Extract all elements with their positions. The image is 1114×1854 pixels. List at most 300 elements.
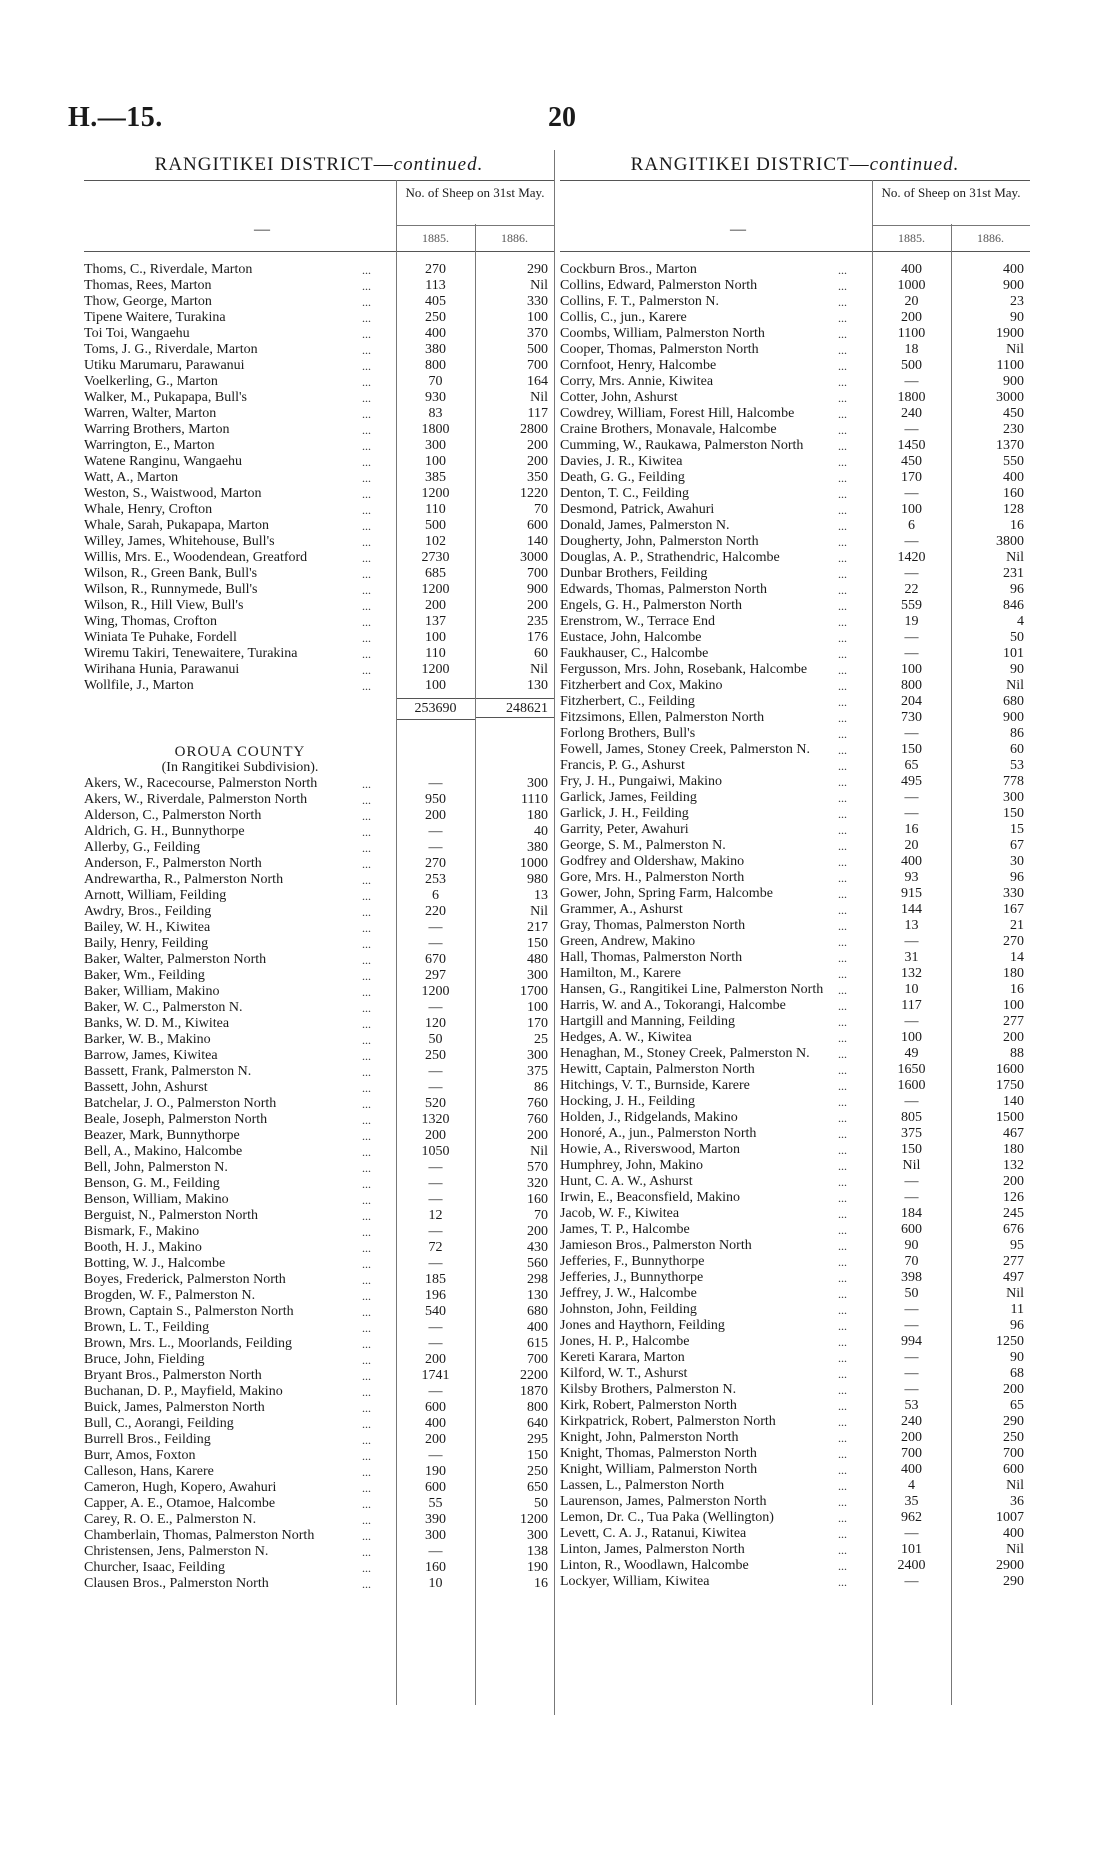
- leader-dots: ...: [838, 1079, 847, 1093]
- sheep-1886: 1220: [520, 486, 548, 501]
- sheep-1886: 68: [1010, 1366, 1024, 1381]
- sheep-1885: —: [428, 1320, 443, 1335]
- sheep-1886: 680: [527, 1304, 548, 1319]
- sheep-1885: —: [904, 374, 919, 389]
- owner-name: Baker, Wm., Feilding: [84, 968, 205, 983]
- sheep-1885: 495: [901, 774, 922, 789]
- sheep-1885: —: [904, 726, 919, 741]
- table-row: [84, 294, 554, 310]
- sheep-1886: 760: [527, 1112, 548, 1127]
- leader-dots: ...: [838, 663, 847, 677]
- leader-dots: ...: [838, 807, 847, 821]
- table-row: [84, 1416, 554, 1432]
- table-row: [560, 566, 1030, 582]
- table-row: [560, 1190, 1030, 1206]
- leader-dots: ...: [838, 1271, 847, 1285]
- sheep-1885: 400: [425, 1416, 446, 1431]
- sheep-1885: —: [428, 1448, 443, 1463]
- owner-name: Clausen Bros., Palmerston North: [84, 1576, 269, 1591]
- table-row: [560, 982, 1030, 998]
- owner-name: Tipene Waitere, Turakina: [84, 310, 226, 325]
- leader-dots: ...: [362, 583, 371, 597]
- sheep-1885: 450: [901, 454, 922, 469]
- sheep-1886: 290: [1003, 1414, 1024, 1429]
- sheep-1886: 900: [527, 582, 548, 597]
- leader-dots: ...: [362, 1449, 371, 1463]
- sheep-1885: 90: [904, 1238, 919, 1253]
- table-row: [560, 870, 1030, 886]
- leader-dots: ...: [362, 1417, 371, 1431]
- leader-dots: ...: [838, 279, 847, 293]
- sheep-1885: 110: [425, 646, 446, 661]
- sheep-1886: Nil: [530, 662, 548, 677]
- leader-dots: ...: [838, 903, 847, 917]
- table-row: [560, 1350, 1030, 1366]
- sheep-1886: 300: [1003, 790, 1024, 805]
- owner-name: Bryant Bros., Palmerston North: [84, 1368, 262, 1383]
- leader-dots: ...: [362, 1001, 371, 1015]
- sheep-1886: 53: [1010, 758, 1024, 773]
- table-row: [84, 872, 554, 888]
- sheep-1886: 500: [527, 342, 548, 357]
- owner-name: Baily, Henry, Feilding: [84, 936, 209, 951]
- leader-dots: ...: [362, 1145, 371, 1159]
- table-row: [84, 1400, 554, 1416]
- sheep-1886: 167: [1003, 902, 1024, 917]
- sheep-1885: 500: [901, 358, 922, 373]
- sheep-1885: 100: [901, 1030, 922, 1045]
- sheep-1886: 1200: [520, 1512, 548, 1527]
- sheep-1885: 200: [425, 598, 446, 613]
- sheep-1886: 50: [534, 1496, 548, 1511]
- table-row: [560, 630, 1030, 646]
- leader-dots: ...: [362, 503, 371, 517]
- sheep-1886: 90: [1010, 1350, 1024, 1365]
- sheep-1885: —: [428, 824, 443, 839]
- leader-dots: ...: [838, 919, 847, 933]
- table-row: [560, 1078, 1030, 1094]
- leader-dots: ...: [838, 423, 847, 437]
- leader-dots: ...: [362, 535, 371, 549]
- table-row: [84, 438, 554, 454]
- table-row: [560, 1158, 1030, 1174]
- sheep-1885: 685: [425, 566, 446, 581]
- sheep-1886: 2200: [520, 1368, 548, 1383]
- sheep-1885: 150: [901, 742, 922, 757]
- sheep-1885: 137: [425, 614, 446, 629]
- sheep-1885: Nil: [902, 1158, 921, 1173]
- table-row: [560, 1414, 1030, 1430]
- table-row: [560, 806, 1030, 822]
- sheep-1885: —: [428, 1064, 443, 1079]
- table-row: [84, 342, 554, 358]
- sheep-1885: 204: [901, 694, 922, 709]
- owner-name: Faukhauser, C., Halcombe: [560, 646, 709, 661]
- sheep-count-header: No. of Sheep on 31st May.: [405, 185, 545, 200]
- owner-name: Thow, George, Marton: [84, 294, 212, 309]
- table-row: [560, 662, 1030, 678]
- table-row: [560, 694, 1030, 710]
- table-row: [560, 326, 1030, 342]
- sheep-1886: 700: [527, 1352, 548, 1367]
- sheep-1886: 65: [1010, 1398, 1024, 1413]
- owner-name: Knight, William, Palmerston North: [560, 1462, 758, 1477]
- sheep-1886: 96: [1010, 582, 1024, 597]
- leader-dots: ...: [362, 455, 371, 469]
- leader-dots: ...: [838, 791, 847, 805]
- leader-dots: ...: [838, 1239, 847, 1253]
- leader-dots: ...: [362, 679, 371, 693]
- table-row: [560, 1222, 1030, 1238]
- owner-name: Fitzherbert, C., Feilding: [560, 694, 695, 709]
- left-column-title: RANGITIKEI DISTRICT—continued.: [154, 154, 484, 175]
- leader-dots: ...: [362, 1353, 371, 1367]
- sheep-1886: 1900: [996, 326, 1024, 341]
- owner-name: Anderson, F., Palmerston North: [84, 856, 262, 871]
- sheep-1885: 994: [901, 1334, 922, 1349]
- leader-dots: ...: [362, 1529, 371, 1543]
- sheep-1885: —: [904, 790, 919, 805]
- leader-dots: ...: [362, 1065, 371, 1079]
- sheep-1885: 16: [904, 822, 919, 837]
- owner-name: Awdry, Bros., Feilding: [84, 904, 212, 919]
- leader-dots: ...: [838, 1511, 847, 1525]
- sheep-1886: 300: [527, 776, 548, 791]
- table-row: [560, 374, 1030, 390]
- sheep-1885: —: [428, 1000, 443, 1015]
- owner-name: Fergusson, Mrs. John, Rosebank, Halcombe: [560, 662, 808, 677]
- leader-dots: ...: [362, 1433, 371, 1447]
- table-row: [84, 856, 554, 872]
- sheep-1886: 1750: [996, 1078, 1024, 1093]
- leader-dots: ...: [838, 1047, 847, 1061]
- leader-dots: ...: [362, 1369, 371, 1383]
- sheep-1886: 36: [1010, 1494, 1024, 1509]
- sheep-1886: 126: [1003, 1190, 1024, 1205]
- owner-name: Hocking, J. H., Feilding: [560, 1094, 695, 1109]
- sheep-1886: 760: [527, 1096, 548, 1111]
- leader-dots: ...: [362, 1081, 371, 1095]
- sheep-1885: 405: [425, 294, 446, 309]
- table-row: [84, 1112, 554, 1128]
- section-subtitle: (In Rangitikei Subdivision).: [161, 760, 319, 775]
- table-row: [84, 550, 554, 566]
- sheep-1885: 20: [904, 838, 919, 853]
- sheep-1886: 25: [534, 1032, 548, 1047]
- table-row: [84, 1048, 554, 1064]
- owner-name: Barrow, James, Kiwitea: [84, 1048, 218, 1063]
- name-column-header: —: [730, 221, 746, 238]
- owner-name: Capper, A. E., Otamoe, Halcombe: [84, 1496, 276, 1511]
- owner-name: Whale, Henry, Crofton: [84, 502, 213, 517]
- leader-dots: ...: [362, 1049, 371, 1063]
- owner-name: Andrewartha, R., Palmerston North: [84, 872, 284, 887]
- sheep-1885: 4: [908, 1478, 915, 1493]
- sheep-1886: 600: [1003, 1462, 1024, 1477]
- table-row: [84, 1560, 554, 1576]
- sheep-1885: 400: [901, 1462, 922, 1477]
- sheep-1885: 800: [901, 678, 922, 693]
- sheep-1885: 253: [425, 872, 446, 887]
- table-row: [560, 1382, 1030, 1398]
- owner-name: Akers, W., Racecourse, Palmerston North: [84, 776, 318, 791]
- owner-name: Wirihana Hunia, Parawanui: [84, 662, 240, 677]
- table-row: [560, 1478, 1030, 1494]
- sheep-1885: 20: [904, 294, 919, 309]
- sheep-1885: 1200: [421, 984, 450, 999]
- sheep-1885: —: [904, 566, 919, 581]
- sheep-1886: 132: [1003, 1158, 1024, 1173]
- leader-dots: ...: [362, 1129, 371, 1143]
- owner-name: Fitzherbert and Cox, Makino: [560, 678, 723, 693]
- owner-name: James, T. P., Halcombe: [560, 1222, 690, 1237]
- owner-name: Gray, Thomas, Palmerston North: [560, 918, 746, 933]
- leader-dots: ...: [838, 1335, 847, 1349]
- leader-dots: ...: [838, 983, 847, 997]
- sheep-1886: 180: [1003, 966, 1024, 981]
- table-row: [84, 646, 554, 662]
- sheep-1886: 200: [527, 1128, 548, 1143]
- owner-name: Watene Ranginu, Wangaehu: [84, 454, 243, 469]
- sheep-1886: 3000: [520, 550, 548, 565]
- owner-name: Calleson, Hans, Karere: [84, 1464, 214, 1479]
- sheep-1885: 120: [425, 1016, 446, 1031]
- owner-name: Garlick, J. H., Feilding: [560, 806, 689, 821]
- sheep-1886: 290: [1003, 1574, 1024, 1589]
- leader-dots: ...: [362, 1257, 371, 1271]
- table-row: [84, 792, 554, 808]
- table-row: [560, 1462, 1030, 1478]
- owner-name: Arnott, William, Feilding: [84, 888, 227, 903]
- leader-dots: ...: [838, 759, 847, 773]
- sheep-1886: 1370: [996, 438, 1024, 453]
- table-row: [84, 1320, 554, 1336]
- leader-dots: ...: [838, 615, 847, 629]
- owner-name: Collis, C., jun., Karere: [560, 310, 687, 325]
- owner-name: Irwin, E., Beaconsfield, Makino: [560, 1190, 741, 1205]
- sheep-1886: 3000: [996, 390, 1024, 405]
- owner-name: Holden, J., Ridgelands, Makino: [560, 1110, 738, 1125]
- sheep-1885: 1650: [897, 1062, 926, 1077]
- sheep-1886: 200: [1003, 1030, 1024, 1045]
- table-row: [84, 566, 554, 582]
- sheep-1886: 96: [1010, 870, 1024, 885]
- owner-name: Weston, S., Waistwood, Marton: [84, 486, 262, 501]
- owner-name: Death, G. G., Feilding: [560, 470, 685, 485]
- owner-name: Lemon, Dr. C., Tua Paka (Wellington): [560, 1510, 774, 1525]
- table-row: [560, 1286, 1030, 1302]
- table-row: [560, 1526, 1030, 1542]
- owner-name: Warring Brothers, Marton: [84, 422, 230, 437]
- sheep-1886: 980: [527, 872, 548, 887]
- sheep-1886: 350: [527, 470, 548, 485]
- leader-dots: ...: [362, 407, 371, 421]
- sheep-1886: Nil: [1006, 1478, 1024, 1493]
- owner-name: Humphrey, John, Makino: [560, 1158, 703, 1173]
- leader-dots: ...: [838, 1207, 847, 1221]
- table-row: [84, 1224, 554, 1240]
- table-row: [84, 454, 554, 470]
- owner-name: Craine Brothers, Monavale, Halcombe: [560, 422, 777, 437]
- owner-name: Lockyer, William, Kiwitea: [560, 1574, 710, 1589]
- table-row: [84, 904, 554, 920]
- right-column-title: RANGITIKEI DISTRICT—continued.: [630, 154, 960, 175]
- leader-dots: ...: [838, 375, 847, 389]
- sheep-1885: 2730: [421, 550, 450, 565]
- sheep-1886: 1007: [996, 1510, 1024, 1525]
- table-row: [560, 918, 1030, 934]
- leader-dots: ...: [362, 343, 371, 357]
- sheep-1886: 330: [527, 294, 548, 309]
- sheep-1886: 200: [527, 598, 548, 613]
- leader-dots: ...: [838, 487, 847, 501]
- sheep-1886: 2800: [520, 422, 548, 437]
- sheep-1885: 117: [901, 998, 922, 1013]
- owner-name: Brown, Mrs. L., Moorlands, Feilding: [84, 1336, 293, 1351]
- right-table-body: [560, 252, 1030, 1590]
- sheep-1886: 680: [1003, 694, 1024, 709]
- sheep-1885: 144: [901, 902, 922, 917]
- table-row: [560, 422, 1030, 438]
- owner-name: Benson, William, Makino: [84, 1192, 229, 1207]
- table-row: [560, 902, 1030, 918]
- table-row: [560, 358, 1030, 374]
- sheep-1886: 300: [527, 968, 548, 983]
- sheep-1885: 100: [425, 630, 446, 645]
- left-table-header: [84, 180, 554, 252]
- owner-name: Laurenson, James, Palmerston North: [560, 1494, 767, 1509]
- leader-dots: ...: [362, 359, 371, 373]
- sheep-1885: 196: [425, 1288, 446, 1303]
- owner-name: Bruce, John, Fielding: [84, 1352, 205, 1367]
- owner-name: Churcher, Isaac, Feilding: [84, 1560, 225, 1575]
- owner-name: Cornfoot, Henry, Halcombe: [560, 358, 717, 373]
- owner-name: Denton, T. C., Feilding: [560, 486, 689, 501]
- sheep-1885: —: [904, 1302, 919, 1317]
- sheep-1885: 12: [428, 1208, 443, 1223]
- leader-dots: ...: [838, 823, 847, 837]
- table-row: [84, 1256, 554, 1272]
- table-row: [84, 1096, 554, 1112]
- sheep-1886: 217: [527, 920, 548, 935]
- leader-dots: ...: [362, 295, 371, 309]
- leader-dots: ...: [838, 1031, 847, 1045]
- leader-dots: ...: [362, 1337, 371, 1351]
- table-row: [560, 1062, 1030, 1078]
- sheep-1886: 480: [527, 952, 548, 967]
- owner-name: Collins, F. T., Palmerston N.: [560, 294, 719, 309]
- table-row: [84, 422, 554, 438]
- sheep-1885: 93: [904, 870, 919, 885]
- column-rule: [951, 224, 952, 1705]
- leader-dots: ...: [362, 1577, 371, 1591]
- table-row: [560, 1254, 1030, 1270]
- leader-dots: ...: [362, 615, 371, 629]
- table-row: [560, 998, 1030, 1014]
- owner-name: Hartgill and Manning, Feilding: [560, 1014, 735, 1029]
- sheep-1886: 230: [1003, 422, 1024, 437]
- owner-name: Eustace, John, Halcombe: [560, 630, 702, 645]
- owner-name: Baker, Walter, Palmerston North: [84, 952, 267, 967]
- owner-name: Knight, John, Palmerston North: [560, 1430, 739, 1445]
- leader-dots: ...: [838, 1095, 847, 1109]
- sheep-1886: 1500: [996, 1110, 1024, 1125]
- sheep-1885: 55: [428, 1496, 443, 1511]
- leader-dots: ...: [838, 327, 847, 341]
- column-divider: [554, 150, 555, 1715]
- table-row: [560, 598, 1030, 614]
- sheep-1885: —: [904, 646, 919, 661]
- sheep-1885: 240: [901, 406, 922, 421]
- sheep-1885: —: [904, 422, 919, 437]
- table-row: [560, 1142, 1030, 1158]
- sheep-1886: 300: [527, 1528, 548, 1543]
- table-row: [84, 1384, 554, 1400]
- leader-dots: ...: [838, 455, 847, 469]
- leader-dots: ...: [838, 631, 847, 645]
- sheep-1885: 500: [425, 518, 446, 533]
- leader-dots: ...: [362, 1113, 371, 1127]
- sheep-1885: 200: [425, 1432, 446, 1447]
- page-number: 20: [548, 102, 576, 133]
- table-row: [560, 758, 1030, 774]
- sheep-1885: 70: [904, 1254, 919, 1269]
- owner-name: Wing, Thomas, Crofton: [84, 614, 217, 629]
- sheep-1886: 450: [1003, 406, 1024, 421]
- owner-name: Alderson, C., Palmerston North: [84, 808, 262, 823]
- sheep-1885: 2400: [897, 1558, 926, 1573]
- table-row: [84, 326, 554, 342]
- sheep-1885: 220: [425, 904, 446, 919]
- leader-dots: ...: [838, 1559, 847, 1573]
- table-row: [84, 662, 554, 678]
- sheep-1886: Nil: [530, 278, 548, 293]
- leader-dots: ...: [362, 1033, 371, 1047]
- column-rule: [475, 224, 476, 1705]
- table-row: [84, 1496, 554, 1512]
- owner-name: Barker, W. B., Makino: [84, 1032, 211, 1047]
- sheep-1886: 700: [527, 358, 548, 373]
- sheep-1886: 380: [527, 840, 548, 855]
- table-row: [84, 358, 554, 374]
- owner-name: Thoms, C., Riverdale, Marton: [84, 262, 253, 277]
- owner-name: Burr, Amos, Foxton: [84, 1448, 196, 1463]
- sheep-1885: 53: [904, 1398, 919, 1413]
- owner-name: Berguist, N., Palmerston North: [84, 1208, 258, 1223]
- table-row: [560, 1014, 1030, 1030]
- table-row: [560, 950, 1030, 966]
- sheep-1885: —: [428, 1256, 443, 1271]
- owner-name: Jones and Haythorn, Feilding: [560, 1318, 725, 1333]
- sheep-1886: 70: [534, 1208, 548, 1223]
- sheep-1886: 40: [534, 824, 548, 839]
- leader-dots: ...: [838, 519, 847, 533]
- owner-name: Warren, Walter, Marton: [84, 406, 217, 421]
- table-row: [560, 774, 1030, 790]
- owner-name: Jamieson Bros., Palmerston North: [560, 1238, 752, 1253]
- leader-dots: ...: [838, 551, 847, 565]
- sheep-1885: —: [904, 1318, 919, 1333]
- owner-name: Cockburn Bros., Marton: [560, 262, 697, 277]
- sheep-1886: 640: [527, 1416, 548, 1431]
- sheep-1885: 1200: [421, 582, 450, 597]
- owner-name: Edwards, Thomas, Palmerston North: [560, 582, 767, 597]
- table-row: [84, 1304, 554, 1320]
- leader-dots: ...: [362, 375, 371, 389]
- sheep-1886: 1870: [520, 1384, 548, 1399]
- sheep-1885: 102: [425, 534, 446, 549]
- leader-dots: ...: [362, 985, 371, 999]
